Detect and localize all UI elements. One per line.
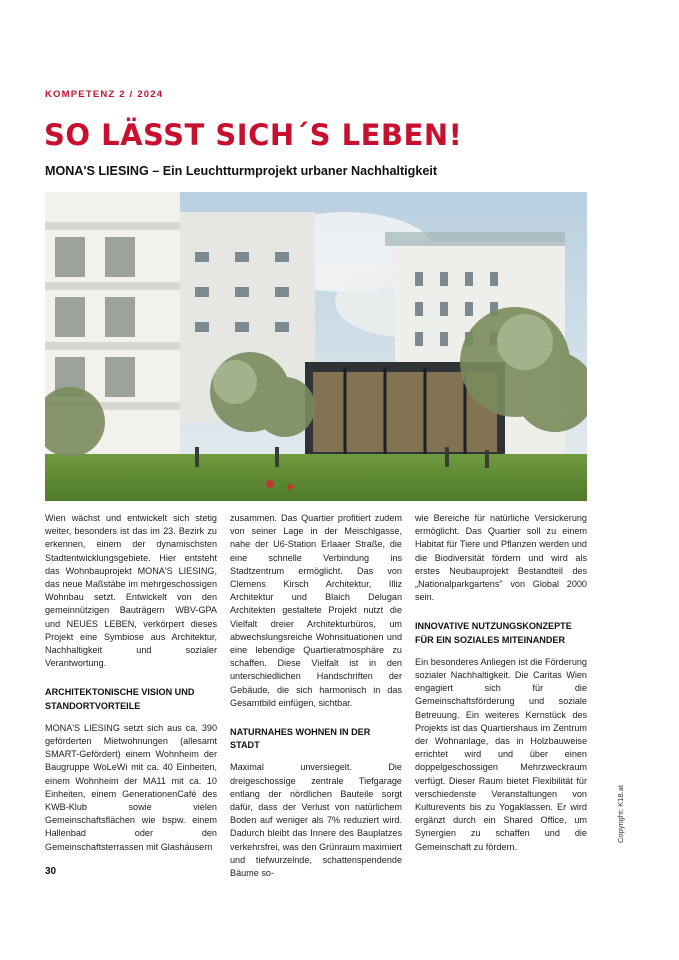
section-heading: ARCHITEKTONISCHE VISION UND STANDORTVORTEILE — [45, 687, 195, 711]
section-heading: NATURNAHES WOHNEN IN DER STADT — [230, 727, 371, 751]
page-number: 30 — [45, 866, 57, 877]
article-subtitle: MONA'S LIESING – Ein Leuchtturmprojekt urbaner Nachhaltigkeit — [45, 164, 438, 178]
page-title: SO LÄSST SICH´S LEBEN! — [44, 118, 463, 152]
article-column-2 — [230, 512, 402, 880]
paragraph: Wien wächst und entwickelt sich stetig weiter, besonders ist das im 23. Bezirk zu erkennen, einem der dynamischsten Stadtentwicklungsgebiete. Hier entsteht das Wohnbauprojekt MONA'S LIESING, das neue Maßstäbe im mehrgeschossigen Wohnbau setzt. Entwickelt von den gemeinnützigen Bauträgern WBV-GPA und NEUES LEBEN, verkörpert dieses Projekt eine Symbiose aus Architektur, Nachhaltigkeit und sozialer Verantwortung. — [45, 513, 217, 669]
paragraph: MONA'S LIESING setzt sich aus ca. 390 geförderten Mietwohnungen (allesamt SMART-Gefördert) einem Wohnheim der Baugruppe WoLeWi mit ca. 40 Einheiten, einem Wohnheim der MA11 mit ca. 10 Einheiten, einem GenerationenCafé des KWB-Klub sowie vielen Gemeinschaftsflächen wie bspw. einem Hallenbad oder den Gemeinschaftsterrassen mit Glashäusern — [45, 722, 217, 852]
issue-kicker: KOMPETENZ 2 / 2024 — [45, 89, 164, 100]
image-copyright: Copyright: K18.at — [616, 785, 625, 843]
hero-rendering-image — [45, 192, 587, 501]
paragraph: Ein besonderes Anliegen ist die Förderung sozialer Nachhaltigkeit. Die Caritas Wien engagiert sich für die Gemeinschaftsförderung und soziale Betreuung. Ein weiteres Kernstück des Projekts ist das Quartiershaus im Zentrum der Wohnanlage, das in Holzbauweise errichtet wird und über einen doppelgeschossigen Mehrzweckraum verfügt. Dieser Raum bietet Flexibilität für verschiedenste Veranstaltungen von Kulturevents bis zu Yogaklassen. Er wird ergänzt durch ein Shared Office, um Synergien zu schaffen und die Gemeinschaft zu fördern. — [415, 656, 587, 852]
paragraph: wie Bereiche für natürliche Versickerung ermöglicht. Das Quartier soll zu einem Habitat für Tiere und Pflanzen werden und die Biodiversität fördern und wird als erstes Neubauprojekt Bestandteil des „Nationalparkgartens" von Global 2000 sein. — [415, 513, 587, 603]
article-column-3 — [415, 512, 587, 854]
paragraph: Maximal unversiegelt. Die dreigeschossige zentrale Tiefgarage entlang der nördlichen Bauteile sorgt dafür, dass der Verlust von natürlichem Boden auf weniger als 7% reduziert wird. Dadurch bleibt das Innere des Bauplatzes verkehrsfrei, was den Grünraum maximiert und tiefwurzelnde, schattenspendende Bäume so- — [230, 762, 402, 879]
article-column-1 — [45, 512, 217, 854]
section-heading: INNOVATIVE NUTZUNGSKONZEPTE FÜR EIN SOZIALES MITEINANDER — [415, 621, 572, 645]
paragraph: zusammen. Das Quartier profitiert zudem von seiner Lage in der Meischlgasse, nahe der U6-Station Erlaaer Straße, die eine schnelle Verbindung ins Stadtzentrum ermöglicht. Das von Clemens Kirsch Architektur, Illiz Architektur und Blaich Delugan Architekten gestaltete Projekt nutzt die Vielfalt dreier Architekturbüros, um abwechslungsreiche Wohnsituationen und eine lebendige Quartieratmosphäre zu schaffen. Diese Vielfalt ist in den unterschiedlichen Handschriften der Gebäude, die sich harmonisch in das Gesamtbild einfügen, sichtbar. — [230, 513, 402, 708]
